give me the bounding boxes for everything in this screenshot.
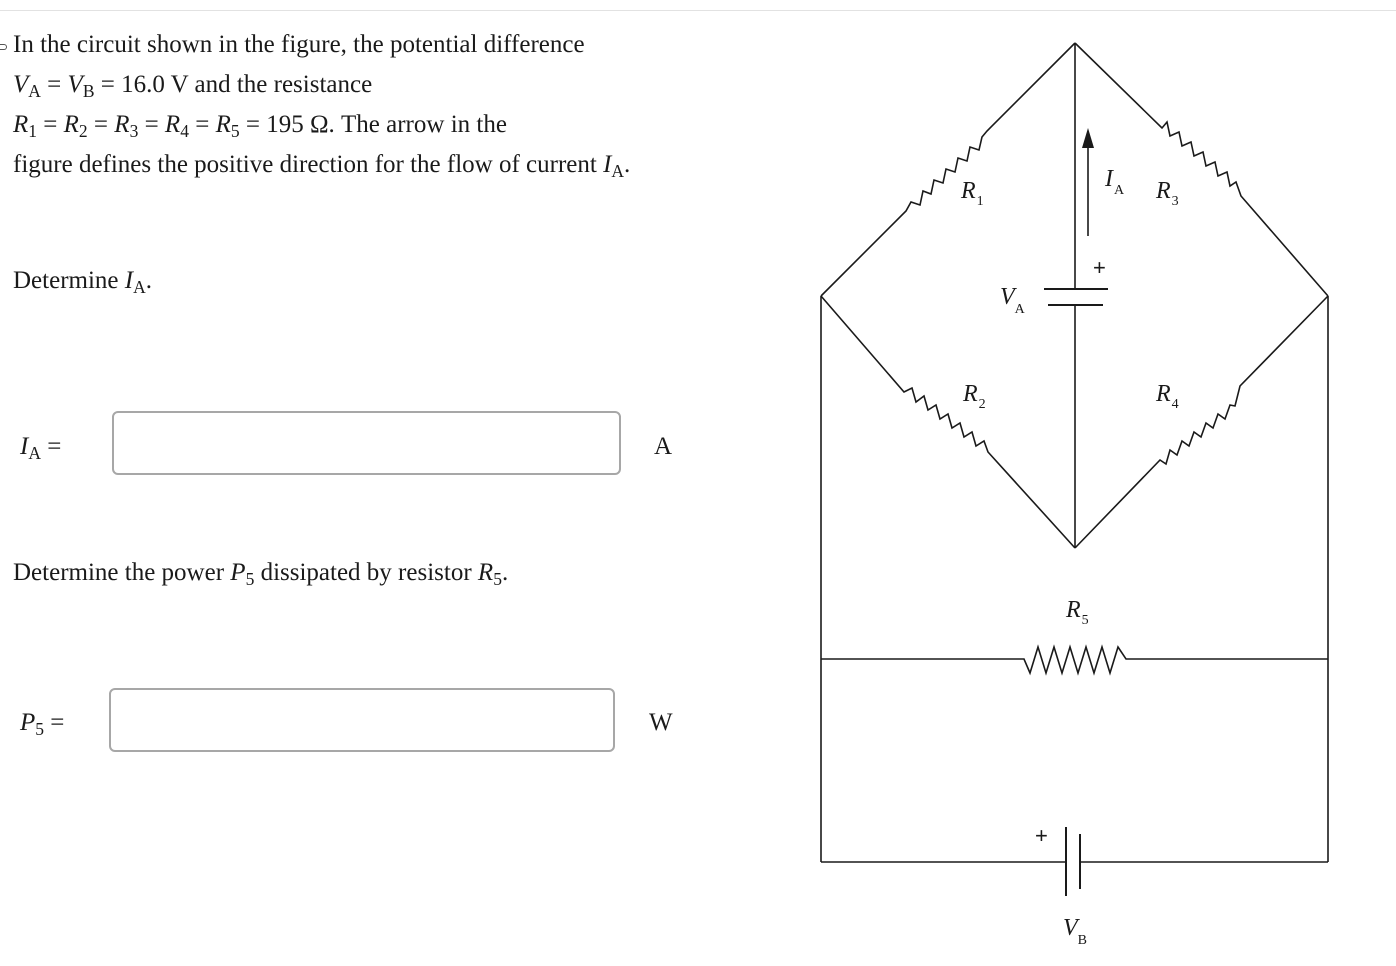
- equals-sign: =: [87, 111, 115, 138]
- vb-label: $V_B$: [1063, 915, 1088, 948]
- r1-subscript: 1: [28, 120, 38, 141]
- ia-symbol: I: [124, 267, 134, 294]
- r3-label: $R_3$: [1156, 178, 1179, 209]
- r5-subscript: 5: [493, 568, 502, 589]
- equals-sign: =: [40, 433, 62, 460]
- ia-arrow-head-icon: [1082, 128, 1094, 148]
- ia-subscript: A: [133, 276, 146, 297]
- ia-unit-label: A: [654, 433, 673, 460]
- ia-symbol: I: [20, 433, 29, 460]
- period: .: [145, 267, 152, 294]
- va-subscript: A: [28, 80, 41, 101]
- r2-subscript: 2: [78, 120, 88, 141]
- problem-line-1: In the circuit shown in the figure, the potential difference: [13, 31, 585, 58]
- p5-symbol: P: [230, 559, 246, 586]
- r4-subscript: 4: [180, 120, 189, 141]
- ia-subscript: A: [611, 160, 625, 181]
- r2-symbol: R: [63, 111, 79, 138]
- r3-symbol: R: [114, 111, 130, 138]
- equals-sign: =: [40, 71, 68, 98]
- r1-symbol: R: [13, 111, 29, 138]
- va-label: $V_A$: [1000, 284, 1025, 317]
- p5-symbol: P: [20, 709, 36, 736]
- r4-label: $R_4$: [1156, 381, 1179, 412]
- r2-label: $R_2$: [963, 381, 986, 412]
- ia-symbol: I: [603, 151, 612, 178]
- equals-sign: =: [138, 111, 165, 138]
- va-plus-sign: +: [1093, 255, 1106, 280]
- equals-sign: =: [44, 709, 65, 736]
- question-2-text: Determine the power: [13, 559, 231, 586]
- question-1-text: Determine: [13, 267, 125, 294]
- r5-symbol: R: [477, 559, 494, 586]
- resistance-value-text: = 195 Ω. The arrow in the: [239, 111, 507, 138]
- ia-subscript: A: [28, 442, 41, 463]
- vb-plus-sign: +: [1035, 823, 1048, 848]
- equals-sign: =: [37, 111, 64, 138]
- ia-label: $I_A$: [1105, 166, 1125, 198]
- r3-subscript: 3: [129, 120, 139, 141]
- p5-subscript: 5: [245, 568, 255, 589]
- r4-wire: [1075, 296, 1328, 548]
- period: .: [624, 151, 631, 178]
- r5-symbol: R: [215, 111, 231, 138]
- r5-wire: [821, 647, 1328, 673]
- problem-line-4-text: figure defines the positive direction for the flow of current: [13, 151, 604, 178]
- r1-label: $R_1$: [961, 178, 984, 209]
- r4-symbol: R: [164, 111, 181, 138]
- r5-subscript: 5: [230, 120, 240, 141]
- vb-subscript: B: [82, 80, 95, 101]
- period: .: [501, 559, 509, 586]
- vb-symbol: V: [67, 71, 83, 98]
- voltage-value-text: = 16.0 V and the resistance: [94, 71, 373, 98]
- p5-subscript: 5: [35, 718, 45, 739]
- r1-wire: [821, 43, 1075, 296]
- p5-unit-label: W: [649, 709, 673, 736]
- r2-wire: [821, 296, 1075, 548]
- question-2-middle-text: dissipated by resistor: [254, 559, 478, 586]
- equals-sign: =: [188, 111, 216, 138]
- r5-label: $R_5$: [1066, 597, 1089, 628]
- va-symbol: V: [13, 71, 29, 98]
